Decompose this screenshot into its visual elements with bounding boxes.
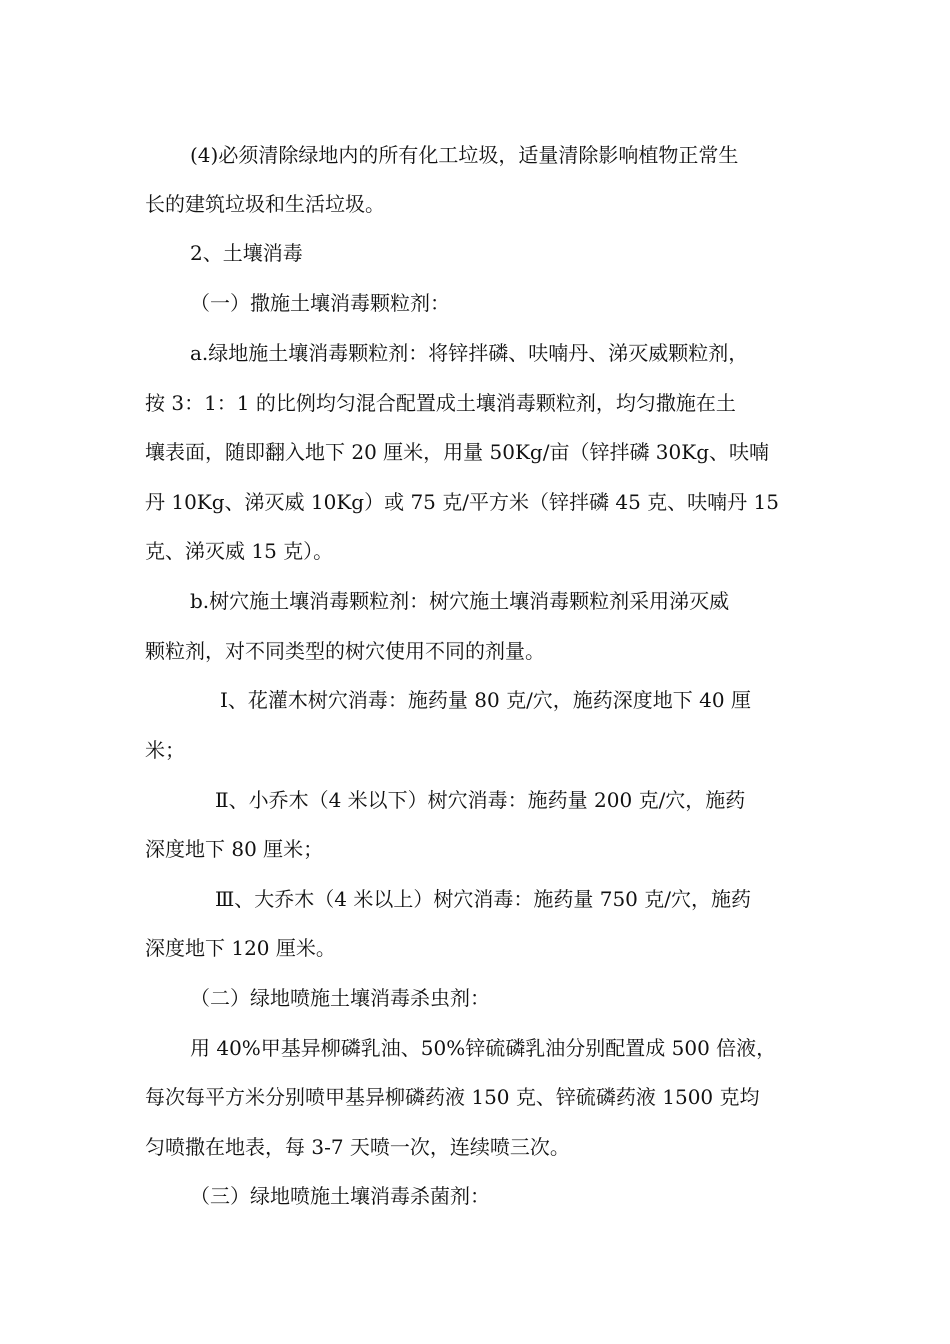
subheading-fungicide-spray: （三）绿地喷施土壤消毒杀菌剂：: [190, 1184, 490, 1208]
item-iii-line-1: Ⅲ、大乔木（4 米以上）树穴消毒：施药量 750 克/穴，施药: [215, 887, 751, 911]
paragraph-insecticide-line-3: 匀喷撒在地表，每 3-7 天喷一次，连续喷三次。: [145, 1135, 570, 1159]
paragraph-a-line-1: a.绿地施土壤消毒颗粒剂：将锌拌磷、呋喃丹、涕灭威颗粒剂，: [190, 341, 749, 365]
paragraph-insecticide-line-1: 用 40%甲基异柳磷乳油、50%锌硫磷乳油分别配置成 500 倍液，: [190, 1036, 777, 1060]
item-ii-line-2: 深度地下 80 厘米；: [145, 837, 324, 861]
paragraph-a-line-4: 丹 10Kg、涕灭威 10Kg）或 75 克/平方米（锌拌磷 45 克、呋喃丹 15: [145, 490, 779, 514]
paragraph-item-4-line-2: 长的建筑垃圾和生活垃圾。: [145, 192, 385, 216]
paragraph-b-line-2: 颗粒剂，对不同类型的树穴使用不同的剂量。: [145, 639, 545, 663]
paragraph-a-line-2: 按 3：1：1 的比例均匀混合配置成土壤消毒颗粒剂，均匀撒施在土: [145, 391, 736, 415]
paragraph-b-line-1: b.树穴施土壤消毒颗粒剂：树穴施土壤消毒颗粒剂采用涕灭威: [190, 589, 730, 613]
paragraph-item-4-line-1: (4)必须清除绿地内的所有化工垃圾，适量清除影响植物正常生: [190, 143, 739, 167]
paragraph-a-line-3: 壤表面，随即翻入地下 20 厘米，用量 50Kg/亩（锌拌磷 30Kg、呋喃: [145, 440, 770, 464]
item-i-line-1: Ⅰ、花灌木树穴消毒：施药量 80 克/穴，施药深度地下 40 厘: [220, 688, 751, 712]
section-heading-soil-disinfection: 2、土壤消毒: [190, 241, 303, 265]
item-ii-line-1: Ⅱ、小乔木（4 米以下）树穴消毒：施药量 200 克/穴，施药: [215, 788, 746, 812]
item-i-line-2: 米；: [145, 738, 185, 762]
subheading-granule-application: （一）撒施土壤消毒颗粒剂：: [190, 291, 450, 315]
item-iii-line-2: 深度地下 120 厘米。: [145, 936, 336, 960]
paragraph-insecticide-line-2: 每次每平方米分别喷甲基异柳磷药液 150 克、锌硫磷药液 1500 克均: [145, 1085, 760, 1109]
subheading-insecticide-spray: （二）绿地喷施土壤消毒杀虫剂：: [190, 986, 490, 1010]
paragraph-a-line-5: 克、涕灭威 15 克）。: [145, 539, 334, 563]
